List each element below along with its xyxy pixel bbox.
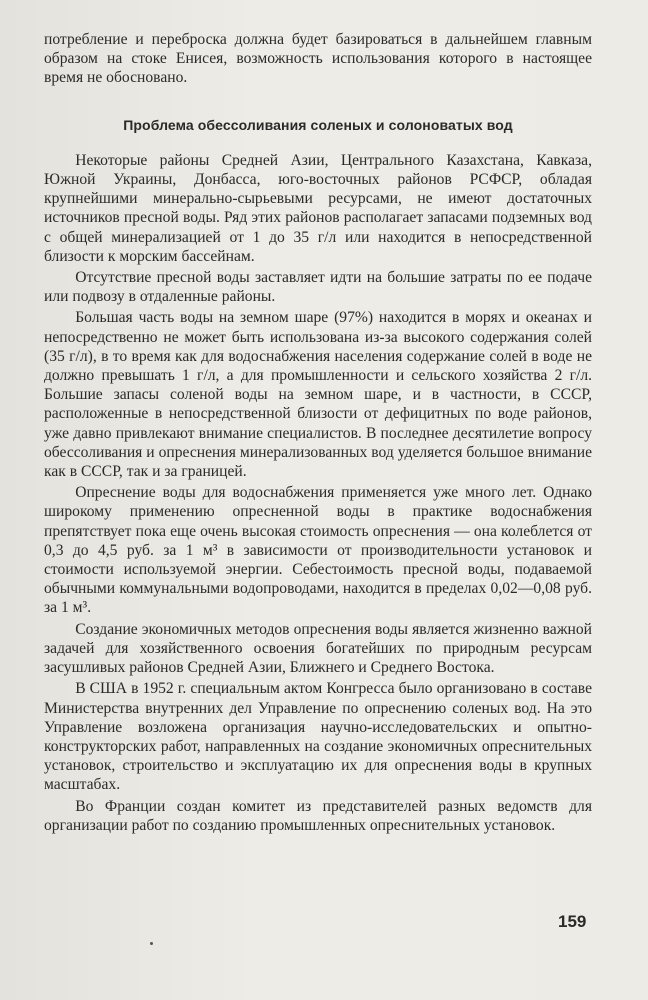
paragraph-1: Некоторые районы Средней Азии, Центрального Казахстана, Кавказа, Южной Украины, Донбасса, юго-восточных районов РСФСР, обладая крупнейшими минерально-сырьевыми ресурсами, не имеют достаточных источников пресной воды. Ряд этих районов располагает запасами подземных вод с общей минерализацией от 1 до 35 г/л или находится в непосредственной близости к морским бассейнам. <box>44 151 592 265</box>
section-title: Проблема обессоливания соленых и солоноватых вод <box>123 116 513 133</box>
intro-continuation: потребление и переброска должна будет базироваться в дальнейшем главным образом на стоке Енисея, возможность использования которого в настоящее время не обосновано. <box>44 31 592 87</box>
paragraph-6: В США в 1952 г. специальным актом Конгресса было организовано в составе Министерства внутренних дел Управление по опреснению соленых вод. На это Управление возложена организация научно-исследовательских и опытно-конструкторских работ, направленных на создание экономичных опреснительных установок, строительство и эксплуатацию их для опреснения воды в крупных масштабах. <box>44 680 592 794</box>
text-block <box>44 30 592 835</box>
paragraph-7: Во Франции создан комитет из представителей разных ведомств для организации работ по созданию промышленных опреснительных установок. <box>44 797 592 834</box>
paragraph-2: Отсутствие пресной воды заставляет идти на большие затраты по ее подаче или подвозу в отдаленные районы. <box>44 269 592 306</box>
paragraph-4: Опреснение воды для водоснабжения применяется уже много лет. Однако широкому применению опресненной воды в практике водоснабжения препятствует пока еще очень высокая стоимость опреснения — она колеблется от 0,3 до 4,5 руб. за 1 м³ в зависимости от производительности установок и стоимости используемой энергии. Себестоимость пресной воды, подаваемой обычными коммунальными водопроводами, находится в пределах 0,02—0,08 руб. за 1 м³. <box>44 484 592 617</box>
paragraph-5: Создание экономичных методов опреснения воды является жизненно важной задачей для хозяйственного освоения богатейших по природным ресурсам засушливых районов Средней Азии, Ближнего и Среднего Востока. <box>44 620 592 677</box>
page-number: 159 <box>558 912 587 931</box>
paper-speck <box>150 942 153 945</box>
paragraph-3: Большая часть воды на земном шаре (97%) находится в морях и океанах и непосредственно не может быть использована из-за высокого содержания солей (35 г/л), в то время как для водоснабжения населения содержание солей в воде не должно превышать 1 г/л, а для промышленности и сельского хозяйства 2 г/л. Большие запасы соленой воды на земном шаре, и в частности, в СССР, расположенные в непосредственной близости от дефицитных по воде районов, уже давно привлекают внимание специалистов. В последнее десятилетие вопросу обессоливания и опреснения минерализованных вод уделяется большое внимание как в СССР, так и за границей. <box>44 309 592 481</box>
